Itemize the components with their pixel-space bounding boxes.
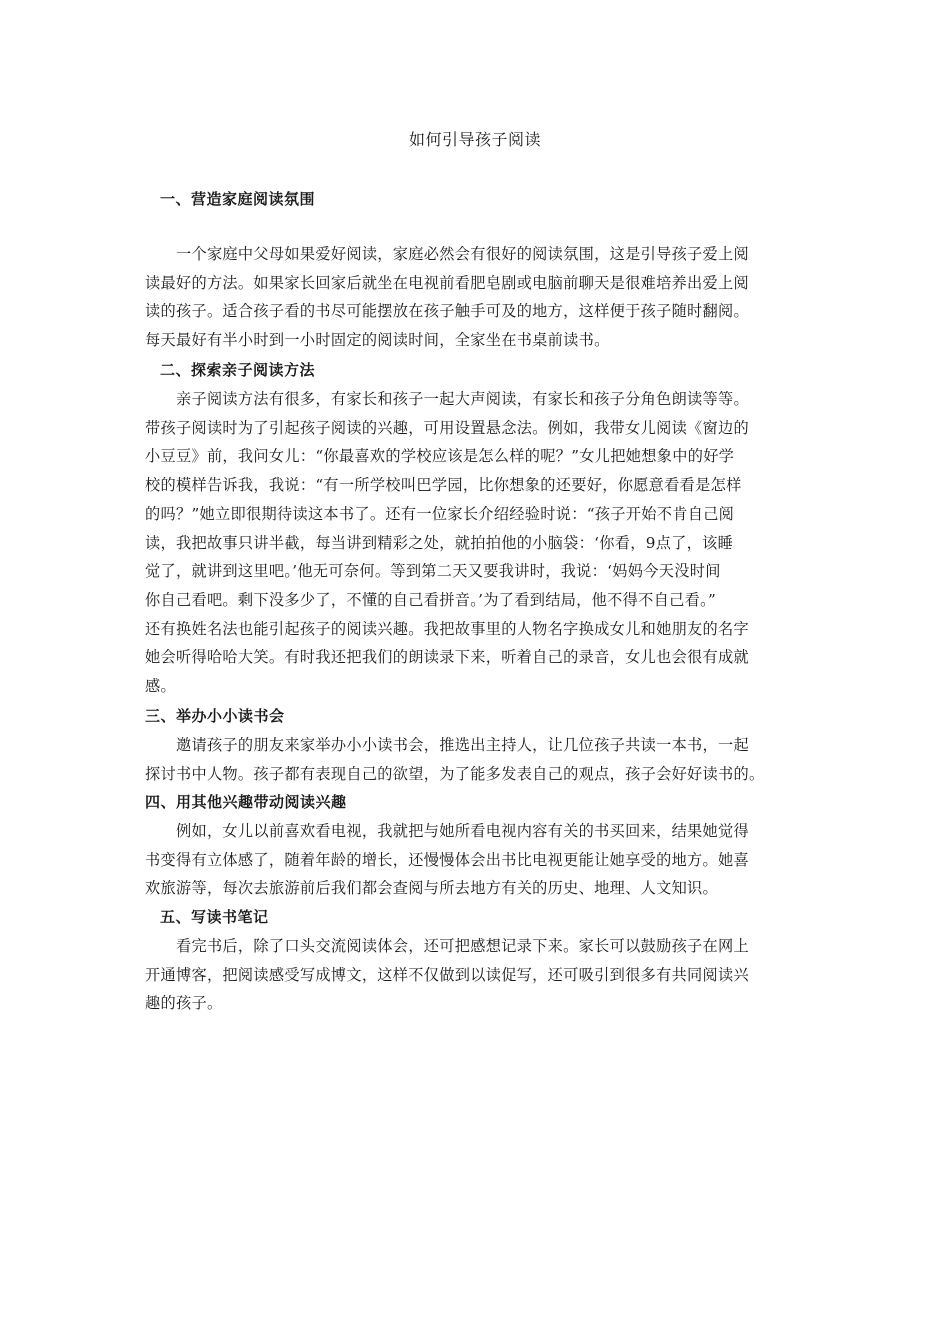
section-heading-5: 五、写读书笔记 [160, 908, 269, 926]
paragraph-line: 读，我把故事只讲半截，每当讲到精彩之处，就拍拍他的小脑袋：‘你看，9点了，该睡 [145, 533, 734, 552]
paragraph-line: 欢旅游等，每次去旅游前后我们都会查阅与所去地方有关的历史、地理、人文知识。 [145, 879, 719, 898]
paragraph-line: 读最好的方法。如果家长回家后就坐在电视前看肥皂剧或电脑前聊天是很难培养出爱上阅 [145, 273, 750, 292]
paragraph-line: 例如，女儿以前喜欢看电视，我就把与她所看电视内容有关的书买回来，结果她觉得 [145, 822, 750, 840]
paragraph-line: 亲子阅读方法有很多，有家长和孩子一起大声阅读，有家长和孩子分角色朗读等等。 [145, 390, 750, 408]
section-heading-2: 二、探索亲子阅读方法 [160, 361, 316, 379]
paragraph-line: 感。 [145, 677, 176, 696]
section-heading-4: 四、用其他兴趣带动阅读兴趣 [145, 793, 347, 811]
paragraph-line: 小豆豆》前，我问女儿：“你最喜欢的学校应该是怎么样的呢？”女儿把她想象中的好学 [145, 447, 735, 466]
section-paragraph-4 [145, 817, 810, 903]
paragraph-line: 她会听得哈哈大笑。有时我还把我们的朗读录下来，听着自己的录音，女儿也会很有成就 [145, 648, 750, 667]
section-paragraph-2 [145, 385, 810, 701]
document-title: 如何引导孩子阅读 [408, 130, 541, 149]
section-paragraph-3 [145, 731, 810, 788]
section-paragraph-5 [145, 932, 810, 1018]
paragraph-line: 你自己看吧。剩下没多少了，不懂的自己看拼音。’为了看到结局，他不得不自己看。” [145, 590, 717, 609]
section-heading-3: 三、举办小小读书会 [145, 707, 285, 725]
paragraph-line: 觉了，就讲到这里吧。’他无可奈何。等到第二天又要我讲时，我说：‘妈妈今天没时间 [145, 562, 721, 581]
paragraph-line: 邀请孩子的朋友来家举办小小读书会，推选出主持人，让几位孩子共读一本书，一起 [145, 736, 750, 754]
paragraph-line: 探讨书中人物。孩子都有表现自己的欲望，为了能多发表自己的观点，孩子会好好读书的。 [145, 764, 765, 783]
paragraph-line: 每天最好有半小时到一小时固定的阅读时间，全家坐在书桌前读书。 [145, 331, 610, 350]
paragraph-line: 一个家庭中父母如果爱好阅读，家庭必然会有很好的阅读氛围，这是引导孩子爱上阅 [145, 245, 750, 263]
paragraph-line: 校的模样告诉我，我说：“有一所学校叫巴学园，比你想象的还要好，你愿意看看是怎样 [145, 476, 742, 495]
section-paragraph-1 [145, 240, 810, 355]
paragraph-line: 读的孩子。适合孩子看的书尽可能摆放在孩子触手可及的地方，这样便于孩子随时翻阅。 [145, 302, 750, 321]
section-heading-1: 一、营造家庭阅读氛围 [160, 190, 316, 208]
paragraph-line: 趣的孩子。 [145, 994, 223, 1013]
paragraph-line: 的吗？”她立即很期待读这本书了。还有一位家长介绍经验时说：“孩子开始不肯自己阅 [145, 504, 735, 523]
paragraph-line: 带孩子阅读时为了引起孩子阅读的兴趣，可用设置悬念法。例如，我带女儿阅读《窗边的 [145, 418, 750, 437]
paragraph-line: 看完书后，除了口头交流阅读体会，还可把感想记录下来。家长可以鼓励孩子在网上 [145, 937, 750, 955]
paragraph-line: 开通博客，把阅读感受写成博文，这样不仅做到以读促写，还可吸引到很多有共同阅读兴 [145, 965, 750, 984]
paragraph-line: 书变得有立体感了，随着年龄的增长，还慢慢体会出书比电视更能让她享受的地方。她喜 [145, 850, 750, 869]
paragraph-line: 还有换姓名法也能引起孩子的阅读兴趣。我把故事里的人物名字换成女儿和她朋友的名字 [145, 619, 750, 638]
